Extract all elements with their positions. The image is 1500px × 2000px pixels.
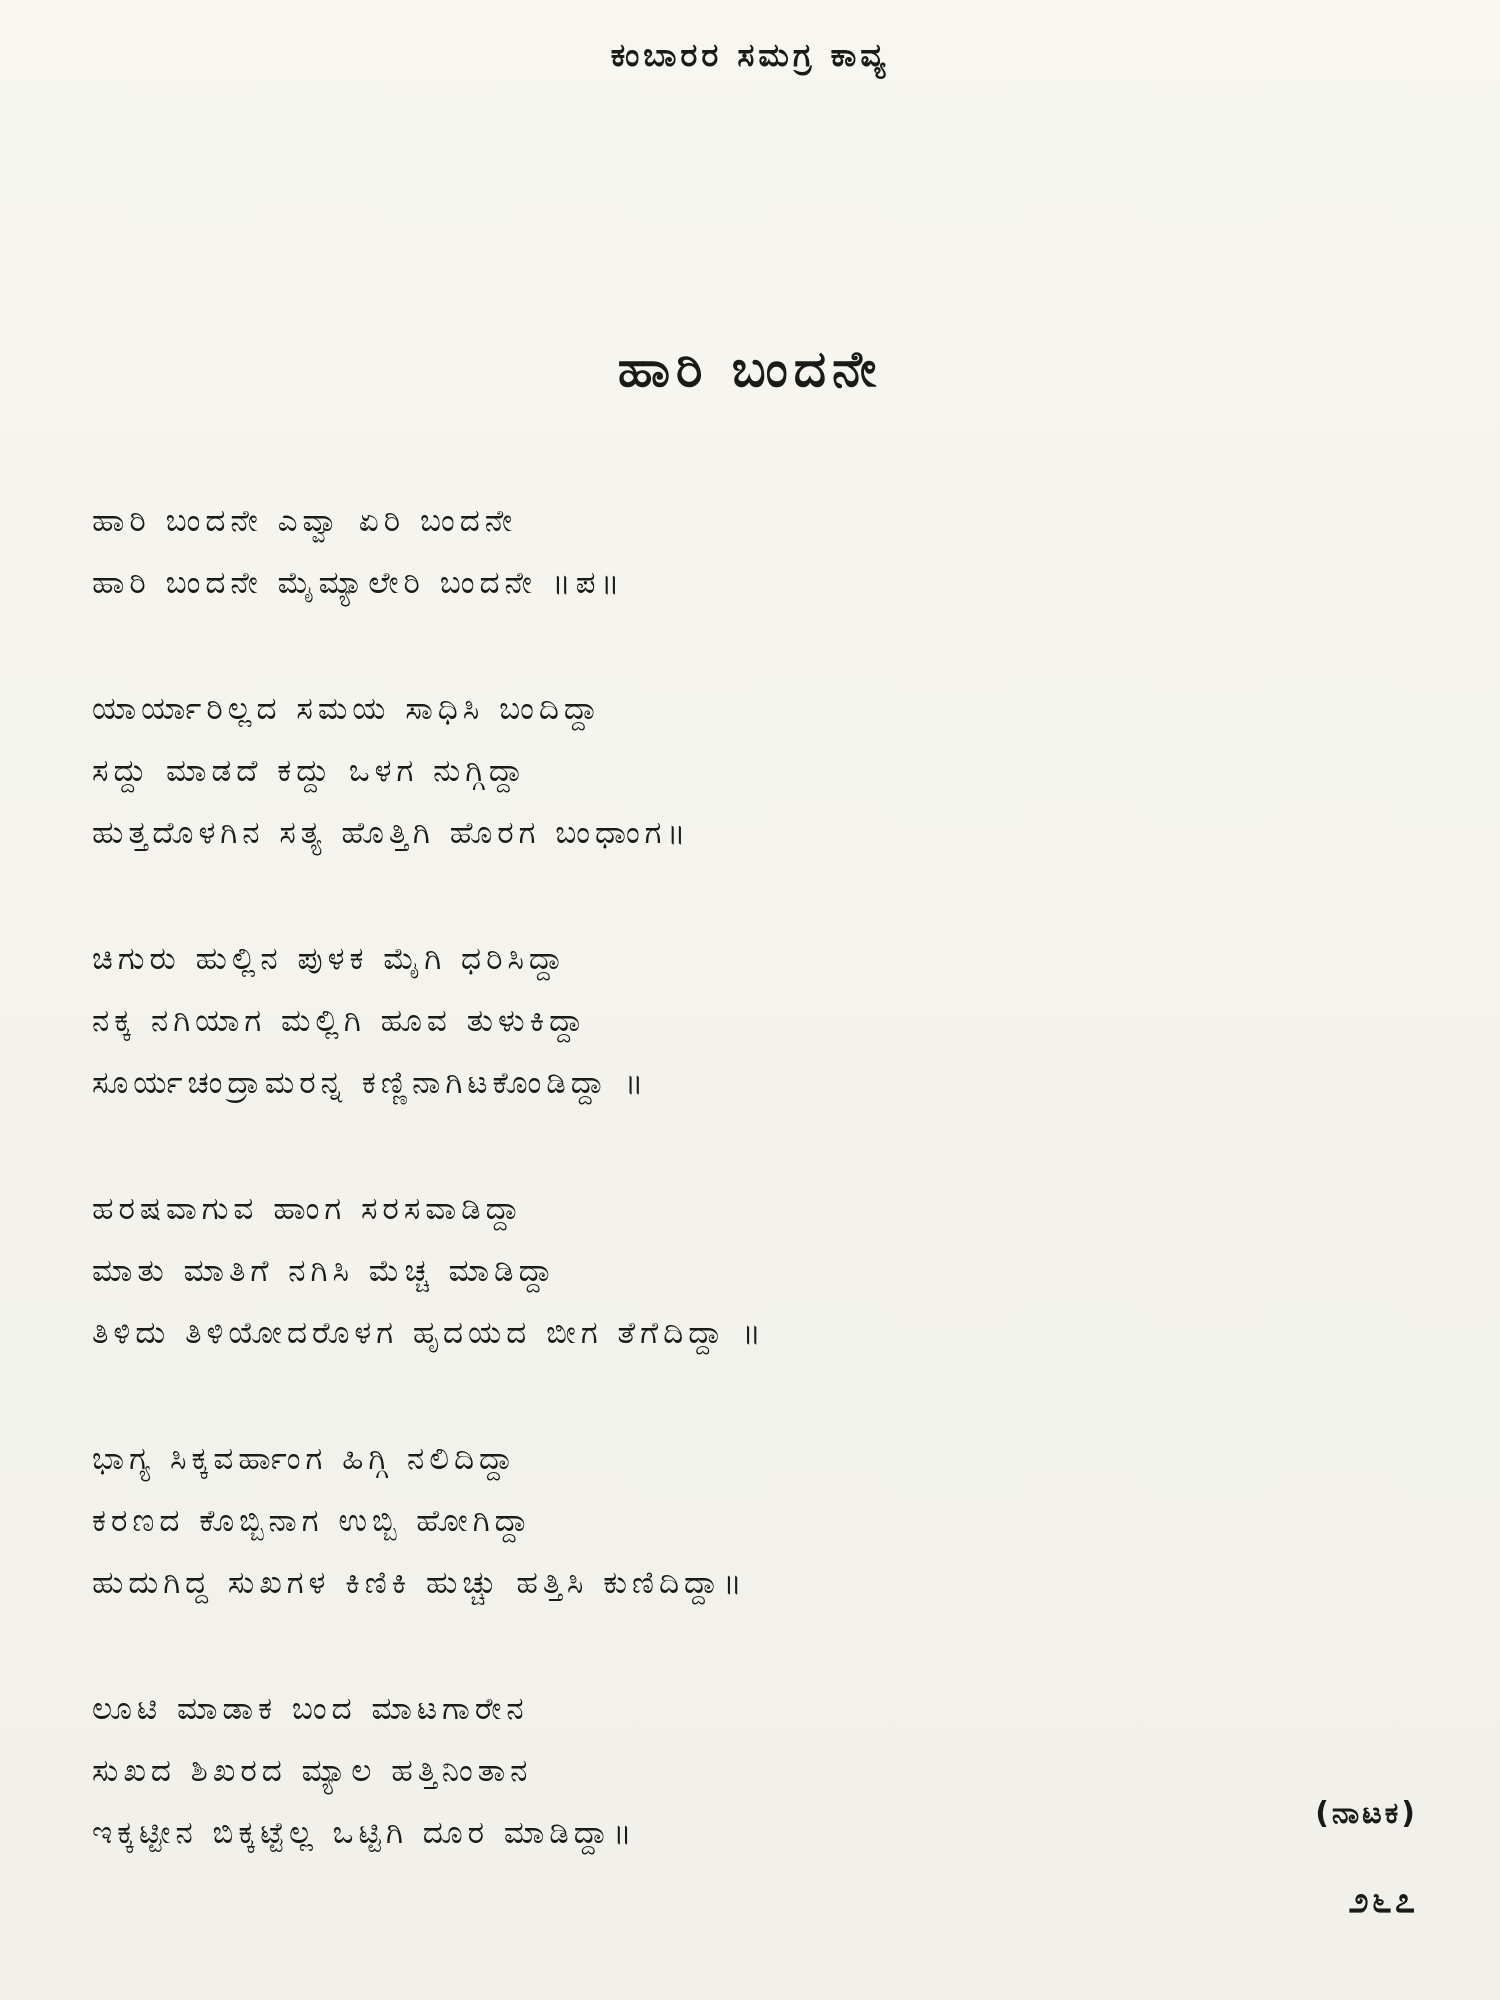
- poem-title: ಹಾರಿ ಬಂದನೇ: [617, 340, 883, 398]
- running-header: ಕಂಬಾರರ ಸಮಗ್ರ ಕಾವ್ಯ: [610, 36, 890, 74]
- poem-line: ಸುಖದ ಶಿಖರದ ಮ್ಯಾಲ ಹತ್ತಿನಿಂತಾನ: [92, 1753, 533, 1789]
- poem-line: ಸೂರ್ಯಚಂದ್ರಾಮರನ್ನ ಕಣ್ಣಿನಾಗಿಟಕೊಂಡಿದ್ದಾ ॥: [92, 1065, 649, 1101]
- poem-body: [92, 490, 1422, 1928]
- poem-line: ಹಾರಿ ಬಂದನೇ ಎವ್ವಾ ಏರಿ ಬಂದನೇ: [92, 503, 518, 539]
- poem-line: ಹಾರಿ ಬಂದನೇ ಮೈಮ್ಯಾಲೇರಿ ಬಂದನೇ ॥ಪ॥: [92, 565, 625, 601]
- stanza: [92, 1428, 1422, 1614]
- poem-line: ಹುದುಗಿದ್ದ ಸುಖಗಳ ಕಿಣಿಕಿ ಹುಚ್ಚು ಹತ್ತಿಸಿ ಕುಣಿದಿದ್ದಾ॥: [92, 1565, 747, 1601]
- stanza-refrain: [92, 490, 1422, 614]
- poem-line: ಲೂಟಿ ಮಾಡಾಕ ಬಂದ ಮಾಟಗಾರೇನ: [92, 1691, 529, 1727]
- poem-line: ಚಿಗುರು ಹುಲ್ಲಿನ ಪುಳಕ ಮೈಗಿ ಧರಿಸಿದ್ದಾ: [92, 941, 568, 977]
- poem-line: ಭಾಗ್ಯ ಸಿಕ್ಕವರ್ಹಾಂಗ ಹಿಗ್ಗಿ ನಲಿದಿದ್ದಾ: [92, 1441, 518, 1477]
- stanza: [92, 1178, 1422, 1364]
- stanza: [92, 1678, 1422, 1864]
- stanza: [92, 678, 1422, 864]
- poem-line: ಯಾರ್ಯಾರಿಲ್ಲದ ಸಮಯ ಸಾಧಿಸಿ ಬಂದಿದ್ದಾ: [92, 691, 603, 727]
- poem-line: ಕರಣದ ಕೊಬ್ಬಿನಾಗ ಉಬ್ಬಿ ಹೋಗಿದ್ದಾ: [92, 1503, 534, 1539]
- poem-line: ಹುತ್ತದೊಳಗಿನ ಸತ್ಯ ಹೊತ್ತಿಗಿ ಹೊರಗ ಬಂಧಾಂಗ॥: [92, 815, 691, 851]
- poem-line: ಮಾತು ಮಾತಿಗೆ ನಗಿಸಿ ಮೆಚ್ಚ ಮಾಡಿದ್ದಾ: [92, 1253, 558, 1289]
- poem-line: ಇಕ್ಕಟ್ಟೀನ ಬಿಕ್ಕಟ್ಟೆಲ್ಲ ಒಟ್ಟಿಗಿ ದೂರ ಮಾಡಿದ್ದಾ॥: [92, 1815, 637, 1851]
- page-number: ೨೬೭: [1348, 1880, 1418, 1921]
- poem-line: ಹರಷವಾಗುವ ಹಾಂಗ ಸರಸವಾಡಿದ್ದಾ: [92, 1191, 525, 1227]
- poem-line: ನಕ್ಕ ನಗಿಯಾಗ ಮಲ್ಲಿಗಿ ಹೂವ ತುಳುಕಿದ್ದಾ: [92, 1003, 588, 1039]
- stanza: [92, 928, 1422, 1114]
- poem-line: ಸದ್ದು ಮಾಡದೆ ಕದ್ದು ಒಳಗ ನುಗ್ಗಿದ್ದಾ: [92, 753, 528, 789]
- poem-line: ತಿಳಿದು ತಿಳಿಯೋದರೊಳಗ ಹೃದಯದ ಬೀಗ ತೆಗೆದಿದ್ದಾ ॥: [92, 1315, 766, 1351]
- genre-note: (ನಾಟಕ): [1315, 1796, 1418, 1831]
